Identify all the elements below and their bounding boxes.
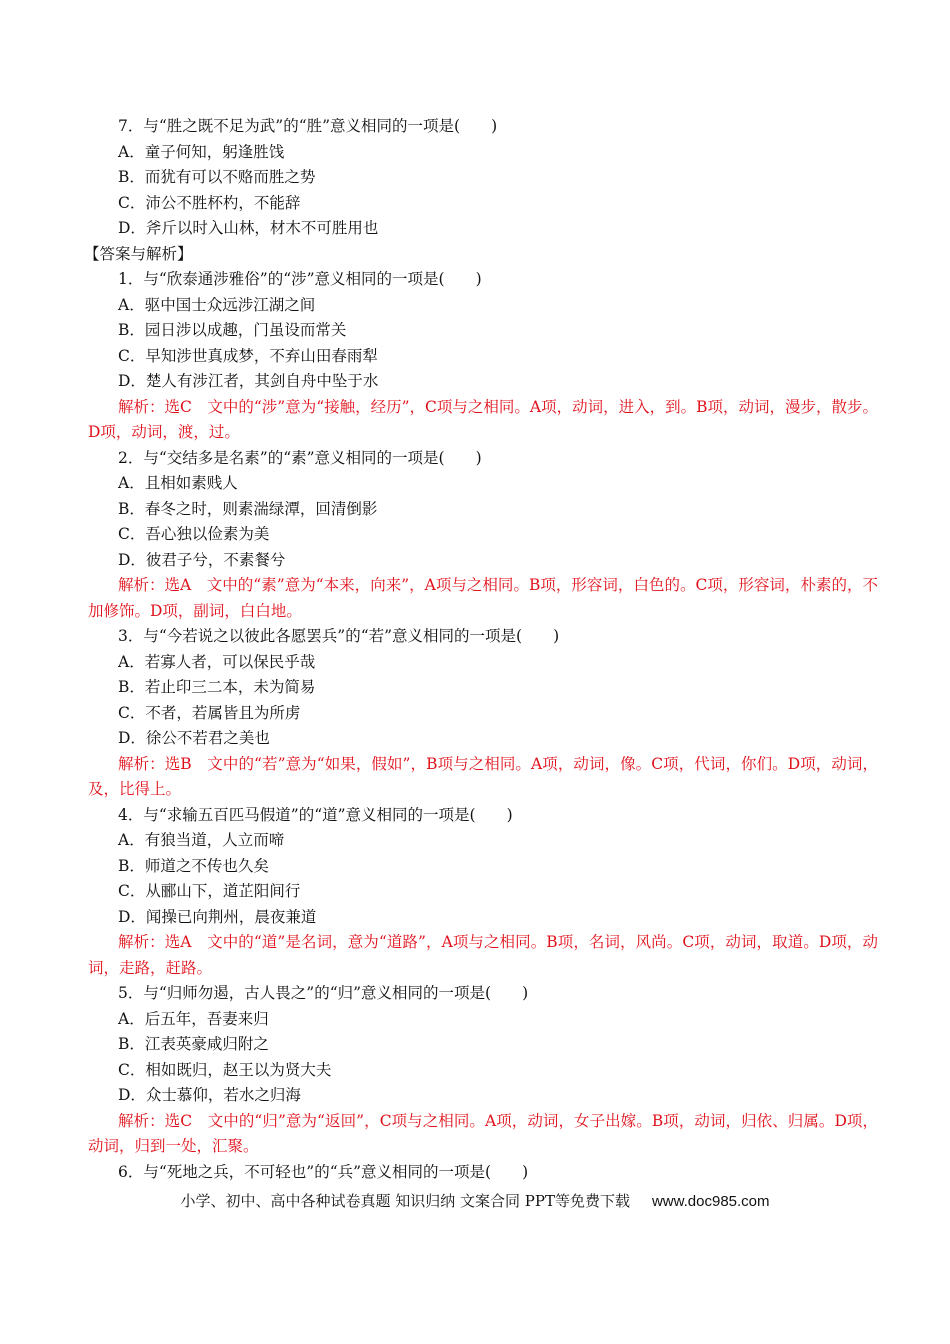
footer-website-link[interactable]: www.doc985.com (651, 1193, 770, 1210)
answer-3-option-c: C．不者，若属皆且为所虏 (118, 703, 301, 722)
answer-2-option-a: A．且相如素贱人 (118, 474, 238, 492)
answer-6-stem: 6．与“死地之兵，不可轻也”的“兵”意义相同的一项是( ) (118, 1162, 529, 1181)
answer-3-explanation: 解析：选B 文中的“若”意为“如果，假如”，B项与之相同。A项，动词，像。C项，代词，你们。D项，动词，及，比得上。 (88, 754, 878, 798)
answer-5-option-d: D．众士慕仰，若水之归海 (118, 1086, 301, 1104)
question-7-option-c: C．沛公不胜杯杓，不能辞 (118, 193, 301, 212)
answer-2-stem: 2．与“交结多是名素”的“素”意义相同的一项是( ) (118, 448, 482, 467)
answer-1-option-a: A．驱中国士众远涉江湖之间 (118, 295, 316, 314)
answer-4-option-c: C．从郦山下，道芷阳间行 (118, 882, 301, 900)
page-footer (0, 1190, 950, 1211)
answer-3-option-d: D．徐公不若君之美也 (118, 729, 270, 747)
answer-4-stem: 4．与“求输五百匹马假道”的“道”意义相同的一项是( ) (118, 805, 513, 824)
question-7-stem: 7．与“胜之既不足为武”的“胜”意义相同的一项是( ) (118, 117, 498, 135)
answer-5-option-b: B．江表英豪咸归附之 (118, 1035, 269, 1053)
answer-4-option-b: B．师道之不传也久矣 (118, 856, 269, 875)
answer-2-option-d: D．彼君子兮，不素餐兮 (118, 550, 286, 569)
answer-4-explanation: 解析：选A 文中的“道”是名词，意为“道路”，A项与之相同。B项，名词，风尚。C项，动词，取道。D项，动词，走路，赶路。 (88, 933, 878, 977)
footer-text: 小学、初中、高中各种试卷真题 知识归纳 文案合同 PPT等免费下载 (180, 1192, 630, 1210)
answer-3-option-b: B．若止印三二本，未为简易 (118, 678, 316, 696)
question-7-option-b: B．而犹有可以不赂而胜之势 (118, 168, 316, 186)
answer-section-heading: 【答案与解析】 (84, 244, 193, 263)
answer-2-option-c: C．吾心独以俭素为美 (118, 525, 270, 543)
page-content (84, 114, 879, 1185)
answer-1-explanation: 解析：选C 文中的“涉”意为“接触，经历”，C项与之相同。A项，动词，进入，到。B项，动词，漫步，散步。D项，动词，渡，过。 (88, 397, 879, 441)
answer-5-stem: 5．与“归师勿遏，古人畏之”的“归”意义相同的一项是( ) (118, 984, 529, 1002)
answer-3-option-a: A．若寡人者，可以保民乎哉 (118, 652, 316, 671)
question-7-option-d: D．斧斤以时入山林，材木不可胜用也 (118, 219, 379, 237)
answer-4-option-d: D．闻操已向荆州，晨夜兼道 (118, 907, 317, 926)
answer-3-stem: 3．与“今若说之以彼此各愿罢兵”的“若”意义相同的一项是( ) (118, 627, 560, 645)
answer-5-option-c: C．相如既归，赵王以为贤大夫 (118, 1060, 332, 1079)
answer-1-option-c: C．早知涉世真成梦，不弃山田春雨犁 (118, 346, 378, 365)
answer-2-option-b: B．春冬之时，则素湍绿潭，回清倒影 (118, 499, 378, 518)
answer-1-stem: 1．与“欣泰通涉雅俗”的“涉”意义相同的一项是( ) (118, 270, 482, 288)
answer-4-option-a: A．有狼当道，人立而啼 (118, 831, 285, 849)
answer-5-option-a: A．后五年，吾妻来归 (118, 1009, 269, 1028)
answer-2-explanation: 解析：选A 文中的“素”意为“本来，向来”，A项与之相同。B项，形容词，白色的。C项，形容词，朴素的，不加修饰。D项，副词，白白地。 (88, 576, 878, 620)
answer-5-explanation: 解析：选C 文中的“归”意为“返回”，C项与之相同。A项，动词，女子出嫁。B项，动词，归依、归属。D项，动词，归到一处，汇聚。 (88, 1111, 878, 1155)
answer-1-option-d: D．楚人有涉江者，其剑自舟中坠于水 (118, 372, 379, 390)
question-7-option-a: A．童子何知，躬逢胜饯 (118, 142, 285, 161)
answer-1-option-b: B．园日涉以成趣，门虽设而常关 (118, 321, 347, 339)
